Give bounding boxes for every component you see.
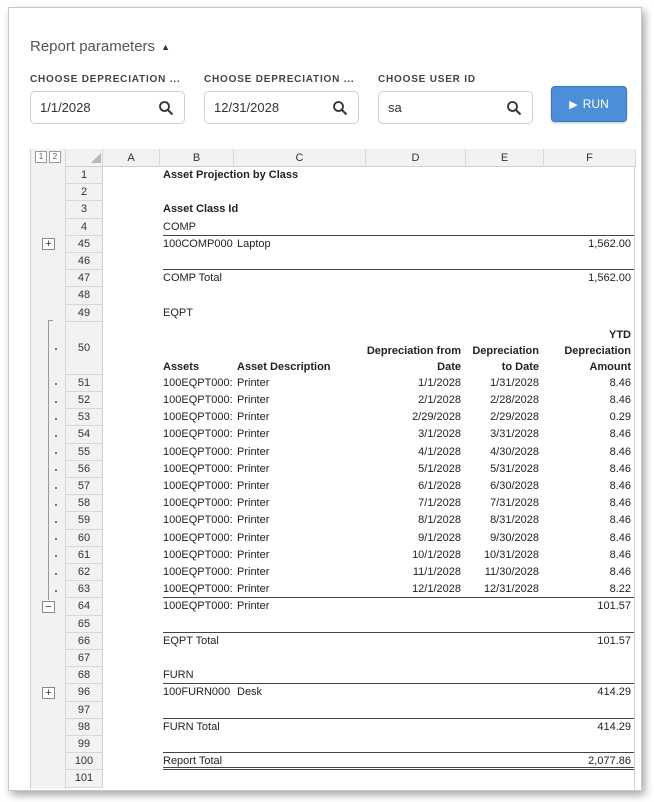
row-header[interactable]: 52 xyxy=(66,392,103,409)
cell-e[interactable]: Depreciation to Date xyxy=(472,344,539,373)
run-button[interactable] xyxy=(551,86,627,122)
cell-b[interactable]: 100EQPT000: xyxy=(163,480,233,492)
row-header[interactable]: 48 xyxy=(66,287,103,304)
cell-c[interactable]: Printer xyxy=(237,514,270,527)
cell-e[interactable]: 3/31/2028 xyxy=(490,428,539,441)
cell-f[interactable]: 8.46 xyxy=(609,566,631,578)
cell-d[interactable]: 3/1/2028 xyxy=(418,428,461,441)
cell-c[interactable]: Printer xyxy=(237,411,270,424)
cell-e[interactable]: 9/30/2028 xyxy=(490,531,539,544)
cell-b[interactable]: 100EQPT000: xyxy=(163,445,233,458)
user-id-field xyxy=(378,74,533,124)
outline-detail-marker xyxy=(55,348,57,350)
cell-e[interactable]: 11/30/2028 xyxy=(484,566,539,578)
depreciation-from-field xyxy=(30,74,185,124)
cell-b[interactable]: EQPT xyxy=(163,306,193,319)
cell-f[interactable]: 8.22 xyxy=(609,583,631,596)
row-header[interactable]: 56 xyxy=(66,461,103,478)
field-label: CHOOSE DEPRECIATION ... xyxy=(30,74,181,85)
cell-f[interactable]: 414.29 xyxy=(597,686,631,699)
row-header[interactable]: 99 xyxy=(66,736,103,753)
outline-detail-marker xyxy=(55,504,57,506)
cell-c[interactable]: Printer xyxy=(237,497,270,510)
cell-b[interactable]: FURN Total xyxy=(163,720,220,733)
column-header-d[interactable]: D xyxy=(366,149,466,167)
cell-c[interactable]: Printer xyxy=(237,566,270,578)
cell-e[interactable]: 5/31/2028 xyxy=(490,462,539,475)
row-header[interactable]: 53 xyxy=(66,409,103,426)
row-header[interactable]: 97 xyxy=(66,702,103,719)
cell-d[interactable]: 1/1/2028 xyxy=(418,376,461,389)
expand-group-button[interactable]: + xyxy=(42,687,55,699)
row-header[interactable]: 59 xyxy=(66,512,103,529)
cell-f[interactable]: 8.46 xyxy=(609,445,631,458)
row-header[interactable]: 2 xyxy=(66,184,103,201)
cell-f[interactable]: 8.46 xyxy=(609,394,631,406)
row-header[interactable]: 51 xyxy=(66,375,103,392)
report-parameters-title: Report parameters xyxy=(30,38,156,55)
cell-d[interactable]: 10/1/2028 xyxy=(412,548,461,561)
outline-group-bracket xyxy=(48,320,49,601)
outline-detail-marker xyxy=(55,401,57,403)
row-header[interactable]: 1 xyxy=(66,167,103,184)
cell-d[interactable]: 5/1/2028 xyxy=(418,462,461,475)
cell-f[interactable]: 8.46 xyxy=(609,480,631,492)
cell-e[interactable]: 2/29/2028 xyxy=(490,411,539,424)
outline-level-1-button[interactable]: 1 xyxy=(35,151,47,163)
column-header-a[interactable]: A xyxy=(103,149,160,167)
cell-b[interactable]: 100EQPT000: xyxy=(163,428,233,441)
cell-f[interactable]: 8.46 xyxy=(609,462,631,475)
cell-c[interactable]: Laptop xyxy=(237,237,271,250)
field-value: sa xyxy=(388,100,402,115)
cell-e[interactable]: 7/31/2028 xyxy=(490,497,539,510)
row-header[interactable]: 60 xyxy=(66,530,103,547)
cell-d[interactable]: 9/1/2028 xyxy=(418,531,461,544)
field-label: CHOOSE DEPRECIATION ... xyxy=(204,74,355,85)
cell-f[interactable]: 8.46 xyxy=(609,428,631,441)
cell-c[interactable]: Printer xyxy=(237,394,270,406)
cell-d[interactable]: 6/1/2028 xyxy=(418,480,461,492)
cell-f[interactable]: 101.57 xyxy=(597,634,631,647)
column-header-b[interactable]: B xyxy=(160,149,234,167)
cell-e[interactable]: 2/28/2028 xyxy=(490,394,539,406)
cell-f[interactable]: 8.46 xyxy=(609,497,631,510)
column-header-f[interactable]: F xyxy=(544,149,636,167)
cell-f[interactable]: 2,077.86 xyxy=(588,755,631,768)
row-header[interactable]: 96 xyxy=(66,684,103,701)
cell-b[interactable]: 100COMP000 xyxy=(163,237,233,250)
cell-f[interactable]: 101.57 xyxy=(597,600,631,613)
report-window xyxy=(8,7,642,791)
cell-c[interactable]: Printer xyxy=(237,583,270,596)
depreciation-from-input[interactable] xyxy=(30,91,185,124)
row-header[interactable]: 100 xyxy=(66,753,103,770)
row-header[interactable]: 54 xyxy=(66,426,103,443)
report-parameters-toggle[interactable] xyxy=(30,38,170,55)
cell-c[interactable]: Desk xyxy=(237,686,263,699)
cell-b[interactable]: 100EQPT000: xyxy=(163,566,233,578)
spreadsheet[interactable] xyxy=(30,149,635,789)
cell-f[interactable]: 8.46 xyxy=(609,514,631,527)
cell-d[interactable]: 4/1/2028 xyxy=(418,445,461,458)
row-header[interactable]: 68 xyxy=(66,667,103,684)
cell-f[interactable]: YTD Depreciation Amount xyxy=(564,328,631,373)
row-header[interactable]: 67 xyxy=(66,650,103,667)
cell-b[interactable]: 100EQPT000: xyxy=(163,376,233,389)
row-header[interactable]: 64 xyxy=(66,598,103,615)
outline-detail-marker xyxy=(55,418,57,420)
search-icon[interactable] xyxy=(506,100,522,116)
cell-f[interactable]: 8.46 xyxy=(609,531,631,544)
cell-c[interactable]: Printer xyxy=(237,480,270,492)
row-header[interactable]: 58 xyxy=(66,495,103,512)
depreciation-to-input[interactable] xyxy=(204,91,359,124)
row-header[interactable]: 3 xyxy=(66,201,103,218)
cell-b[interactable]: Assets xyxy=(163,360,200,373)
row-header[interactable]: 65 xyxy=(66,616,103,633)
cell-b[interactable]: EQPT Total xyxy=(163,634,219,647)
search-icon[interactable] xyxy=(158,100,174,116)
row-border-double xyxy=(163,767,634,770)
outline-detail-marker xyxy=(55,452,57,454)
outline-detail-marker xyxy=(55,383,57,385)
cell-d[interactable]: 2/29/2028 xyxy=(412,411,461,424)
outline-detail-marker xyxy=(55,590,57,592)
outline-detail-marker xyxy=(55,521,57,523)
row-header[interactable]: 45 xyxy=(66,236,103,253)
expand-group-button[interactable]: + xyxy=(42,238,55,250)
cell-e[interactable]: 12/31/2028 xyxy=(483,583,539,596)
chevron-up-icon: ▲ xyxy=(161,41,170,52)
column-header-e[interactable]: E xyxy=(466,149,544,167)
search-icon[interactable] xyxy=(332,100,348,116)
cell-b[interactable]: 100EQPT000: xyxy=(163,531,233,544)
cell-d[interactable]: 11/1/2028 xyxy=(412,566,461,578)
outline-bracket-cap xyxy=(48,320,53,321)
field-label: CHOOSE USER ID xyxy=(378,74,476,85)
cell-e[interactable]: 6/30/2028 xyxy=(490,480,539,492)
outline-detail-marker xyxy=(55,487,57,489)
collapse-group-button[interactable]: − xyxy=(42,601,55,613)
field-value: 12/31/2028 xyxy=(214,100,280,115)
cell-f[interactable]: 1,562.00 xyxy=(588,237,631,250)
cell-b[interactable]: 100EQPT000: xyxy=(163,497,233,510)
cell-c[interactable]: Printer xyxy=(237,548,270,561)
cell-b[interactable]: Asset Projection by Class xyxy=(163,169,299,181)
cell-c[interactable]: Printer xyxy=(237,376,270,389)
run-label: RUN xyxy=(582,97,609,111)
row-header[interactable]: 47 xyxy=(66,270,103,287)
cell-c[interactable]: Printer xyxy=(237,445,270,458)
cell-d[interactable]: 7/1/2028 xyxy=(418,497,461,510)
user-id-input[interactable] xyxy=(378,91,533,124)
cell-e[interactable]: 8/31/2028 xyxy=(490,514,539,527)
select-all-corner[interactable] xyxy=(66,149,103,167)
play-icon: ▶ xyxy=(569,98,578,111)
row-header[interactable]: 101 xyxy=(66,770,103,787)
cell-e[interactable]: 4/30/2028 xyxy=(490,445,539,458)
cell-d[interactable]: 8/1/2028 xyxy=(418,514,461,527)
row-header[interactable]: 4 xyxy=(66,219,103,236)
field-value: 1/1/2028 xyxy=(40,100,91,115)
cell-c[interactable]: Printer xyxy=(237,531,270,544)
row-header[interactable]: 55 xyxy=(66,444,103,461)
row-header[interactable]: 66 xyxy=(66,633,103,650)
cell-b[interactable]: 100EQPT000: xyxy=(163,411,233,424)
cell-d[interactable]: 2/1/2028 xyxy=(418,394,461,406)
cell-e[interactable]: 10/31/2028 xyxy=(483,548,539,561)
cell-b[interactable]: COMP xyxy=(163,220,196,233)
row-header[interactable]: 57 xyxy=(66,478,103,495)
cell-b[interactable]: 100EQPT000: xyxy=(163,514,233,527)
cell-b[interactable]: 100EQPT000: xyxy=(163,394,233,406)
cell-f[interactable]: 414.29 xyxy=(597,720,631,733)
outline-detail-marker xyxy=(55,555,57,557)
cell-b[interactable]: 100EQPT000: xyxy=(163,462,233,475)
cell-c[interactable]: Asset Description xyxy=(237,360,331,373)
cell-d[interactable]: Depreciation from Date xyxy=(366,344,461,373)
cell-b[interactable]: 100FURN000 xyxy=(163,686,231,699)
cell-b[interactable]: Report Total xyxy=(163,755,223,768)
cell-c[interactable]: Printer xyxy=(237,462,270,475)
row-header[interactable]: 98 xyxy=(66,719,103,736)
cell-b[interactable]: 100EQPT000: xyxy=(163,600,233,613)
cell-f[interactable]: 8.46 xyxy=(609,548,631,561)
row-header[interactable]: 61 xyxy=(66,547,103,564)
outline-detail-marker xyxy=(55,538,57,540)
cell-c[interactable]: Printer xyxy=(237,600,270,613)
row-header[interactable]: 46 xyxy=(66,253,103,270)
cell-b[interactable]: 100EQPT000: xyxy=(163,583,233,596)
cell-e[interactable]: 1/31/2028 xyxy=(490,376,539,389)
row-header[interactable]: 49 xyxy=(66,305,103,322)
cell-f[interactable]: 8.46 xyxy=(609,376,631,389)
outline-detail-marker xyxy=(55,573,57,575)
cell-d[interactable]: 12/1/2028 xyxy=(412,583,461,596)
cell-c[interactable]: Printer xyxy=(237,428,270,441)
cell-f[interactable]: 0.29 xyxy=(609,411,631,424)
cell-b[interactable]: COMP Total xyxy=(163,272,222,285)
row-header[interactable]: 50 xyxy=(66,322,103,375)
cell-b[interactable]: 100EQPT000: xyxy=(163,548,233,561)
cell-b[interactable]: FURN xyxy=(163,669,194,682)
row-header[interactable]: 63 xyxy=(66,581,103,598)
outline-detail-marker xyxy=(55,469,57,471)
column-header-c[interactable]: C xyxy=(234,149,366,167)
cell-f[interactable]: 1,562.00 xyxy=(588,272,631,285)
corner-triangle-icon xyxy=(66,149,103,167)
cell-b[interactable]: Asset Class Id xyxy=(163,203,239,216)
row-header[interactable]: 62 xyxy=(66,564,103,581)
outline-detail-marker xyxy=(55,435,57,437)
outline-level-2-button[interactable]: 2 xyxy=(49,151,61,163)
depreciation-to-field xyxy=(204,74,359,124)
